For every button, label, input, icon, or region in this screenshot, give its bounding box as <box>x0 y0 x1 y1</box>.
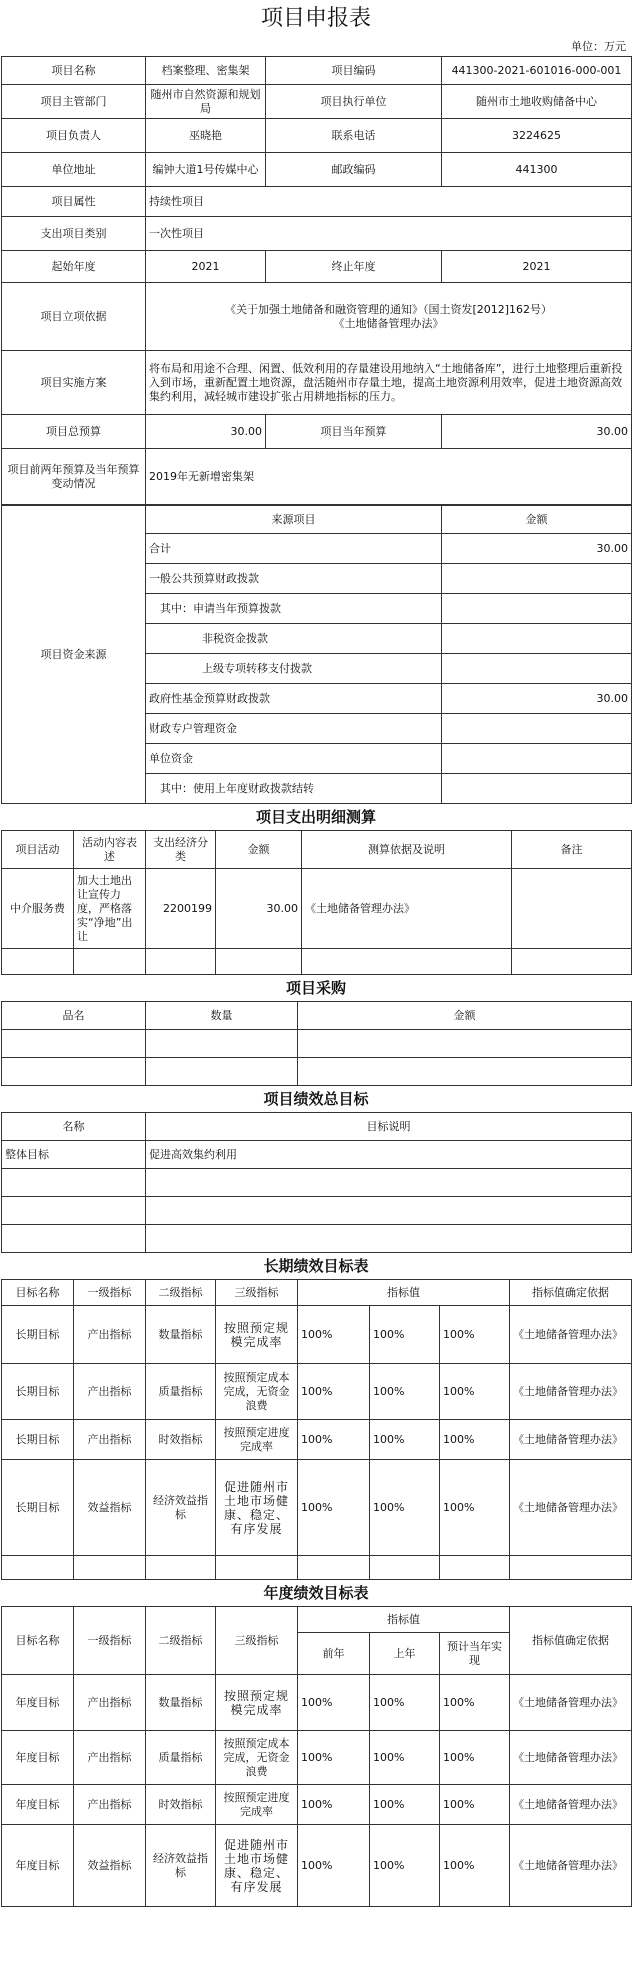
empty-cell <box>146 1556 216 1580</box>
empty-cell <box>298 1058 632 1086</box>
annual-v1: 100% <box>298 1731 370 1785</box>
empty-cell <box>2 1169 146 1197</box>
funding-row-amount <box>442 714 632 744</box>
long-l1: 产出指标 <box>74 1420 146 1460</box>
long-l2: 时效指标 <box>146 1420 216 1460</box>
empty-cell <box>298 1030 632 1058</box>
annual-l3: 按照预定规模完成率 <box>216 1675 298 1731</box>
annual-l3: 按照预定成本完成，无资金浪费 <box>216 1731 298 1785</box>
detail-header: 备注 <box>512 831 632 869</box>
annual-subheader: 上年 <box>370 1633 440 1675</box>
long-l3: 按照预定成本完成，无资金浪费 <box>216 1364 298 1420</box>
empty-cell <box>512 949 632 975</box>
annual-goal: 年度目标 <box>2 1785 74 1825</box>
empty-cell <box>74 1556 146 1580</box>
annual-l2: 质量指标 <box>146 1731 216 1785</box>
empty-cell <box>146 1169 632 1197</box>
detail-header: 项目活动 <box>2 831 74 869</box>
leader-label: 项目负责人 <box>2 119 146 153</box>
funding-row-name: 单位资金 <box>146 744 442 774</box>
funding-row-amount: 30.00 <box>442 534 632 564</box>
annual-v3: 100% <box>440 1785 510 1825</box>
annual-v2: 100% <box>370 1731 440 1785</box>
annual-header: 指标值 <box>298 1607 510 1633</box>
long-l2: 经济效益指标 <box>146 1460 216 1556</box>
funding-row-name: 一般公共预算财政拨款 <box>146 564 442 594</box>
start-label: 起始年度 <box>2 251 146 283</box>
annual-v2: 100% <box>370 1675 440 1731</box>
funding-row-amount <box>442 774 632 804</box>
funding-row-amount: 30.00 <box>442 684 632 714</box>
funding-header-amount: 金额 <box>442 506 632 534</box>
plan-label: 项目实施方案 <box>2 351 146 415</box>
long-header: 指标值确定依据 <box>510 1280 632 1306</box>
annual-l1: 产出指标 <box>74 1785 146 1825</box>
basis-label: 项目立项依据 <box>2 283 146 351</box>
funding-row-name: 非税资金拨款 <box>146 624 442 654</box>
code-value: 441300-2021-601016-000-001 <box>442 57 632 85</box>
procure-title: 项目采购 <box>285 979 346 997</box>
procure-header: 品名 <box>2 1002 146 1030</box>
annual-header: 指标值确定依据 <box>510 1607 632 1675</box>
long-goal: 长期目标 <box>2 1306 74 1364</box>
annual-l3: 促进随州市土地市场健康、稳定、有序发展 <box>216 1825 298 1907</box>
attr-label: 项目属性 <box>2 187 146 217</box>
long-l3: 促进随州市土地市场健康、稳定、有序发展 <box>216 1460 298 1556</box>
overall-table <box>1 1112 632 1253</box>
annual-l3: 按照预定进度完成率 <box>216 1785 298 1825</box>
annual-header: 二级指标 <box>146 1607 216 1675</box>
total-label: 项目总预算 <box>2 415 146 449</box>
overall-row-name: 整体目标 <box>2 1141 146 1169</box>
attr-value: 持续性项目 <box>146 187 632 217</box>
name-value: 档案整理、密集架 <box>146 57 266 85</box>
empty-cell <box>146 1030 298 1058</box>
funding-row-name: 其中：申请当年预算拨款 <box>146 594 442 624</box>
procure-header: 数量 <box>146 1002 298 1030</box>
unit-label: 单位：万元 <box>571 40 626 53</box>
detail-header: 支出经济分类 <box>146 831 216 869</box>
funding-row-name: 其中：使用上年度财政拨款结转 <box>146 774 442 804</box>
long-basis: 《土地储备管理办法》 <box>510 1306 632 1364</box>
detail-header: 活动内容表述 <box>74 831 146 869</box>
year-budget-label: 项目当年预算 <box>266 415 442 449</box>
annual-v2: 100% <box>370 1825 440 1907</box>
detail-class: 2200199 <box>146 869 216 949</box>
long-l3: 按照预定进度完成率 <box>216 1420 298 1460</box>
long-table <box>1 1279 632 1580</box>
long-header: 一级指标 <box>74 1280 146 1306</box>
funding-table <box>1 505 632 804</box>
long-v1: 100% <box>298 1420 370 1460</box>
annual-goal: 年度目标 <box>2 1825 74 1907</box>
leader-value: 巫晓艳 <box>146 119 266 153</box>
phone-label: 联系电话 <box>266 119 442 153</box>
year-budget-value: 30.00 <box>442 415 632 449</box>
annual-table <box>1 1606 632 1907</box>
long-v1: 100% <box>298 1306 370 1364</box>
empty-cell <box>2 1058 146 1086</box>
exec-label: 项目执行单位 <box>266 85 442 119</box>
detail-title: 项目支出明细测算 <box>255 808 376 826</box>
annual-subheader: 前年 <box>298 1633 370 1675</box>
annual-v3: 100% <box>440 1825 510 1907</box>
overall-row-desc: 促进高效集约利用 <box>146 1141 632 1169</box>
long-l1: 产出指标 <box>74 1306 146 1364</box>
annual-v2: 100% <box>370 1785 440 1825</box>
empty-cell <box>146 1058 298 1086</box>
basis-line-2: 《土地储备管理办法》 <box>333 316 444 330</box>
empty-cell <box>146 949 216 975</box>
empty-cell <box>440 1556 510 1580</box>
long-v1: 100% <box>298 1460 370 1556</box>
annual-basis: 《土地储备管理办法》 <box>510 1731 632 1785</box>
annual-subheader: 预计当年实现 <box>440 1633 510 1675</box>
annual-v3: 100% <box>440 1731 510 1785</box>
page-title: 项目申报表 <box>260 6 371 31</box>
long-v3: 100% <box>440 1420 510 1460</box>
funding-row-name: 财政专户管理资金 <box>146 714 442 744</box>
annual-v3: 100% <box>440 1675 510 1731</box>
long-title: 长期绩效目标表 <box>263 1257 369 1275</box>
empty-cell <box>2 949 74 975</box>
long-v1: 100% <box>298 1364 370 1420</box>
annual-l1: 产出指标 <box>74 1731 146 1785</box>
long-header: 二级指标 <box>146 1280 216 1306</box>
funding-header-source: 来源项目 <box>146 506 442 534</box>
empty-cell <box>74 949 146 975</box>
long-basis: 《土地储备管理办法》 <box>510 1420 632 1460</box>
long-goal: 长期目标 <box>2 1364 74 1420</box>
end-label: 终止年度 <box>266 251 442 283</box>
long-basis: 《土地储备管理办法》 <box>510 1460 632 1556</box>
long-v2: 100% <box>370 1364 440 1420</box>
annual-header: 目标名称 <box>2 1607 74 1675</box>
long-l1: 产出指标 <box>74 1364 146 1420</box>
annual-basis: 《土地储备管理办法》 <box>510 1785 632 1825</box>
phone-value: 3224625 <box>442 119 632 153</box>
detail-table <box>1 830 632 975</box>
empty-cell <box>146 1197 632 1225</box>
detail-note <box>512 869 632 949</box>
long-v3: 100% <box>440 1460 510 1556</box>
post-label: 邮政编码 <box>266 153 442 187</box>
procure-table <box>1 1001 632 1086</box>
annual-v1: 100% <box>298 1785 370 1825</box>
annual-l2: 数量指标 <box>146 1675 216 1731</box>
long-header: 指标值 <box>298 1280 510 1306</box>
addr-value: 编钟大道1号传媒中心 <box>146 153 266 187</box>
empty-cell <box>2 1197 146 1225</box>
funding-row-name: 上级专项转移支付拨款 <box>146 654 442 684</box>
detail-amount: 30.00 <box>216 869 302 949</box>
detail-header: 测算依据及说明 <box>302 831 512 869</box>
overall-title: 项目绩效总目标 <box>263 1090 369 1108</box>
long-v3: 100% <box>440 1306 510 1364</box>
funding-label: 项目资金来源 <box>2 506 146 804</box>
name-label: 项目名称 <box>2 57 146 85</box>
dept-value: 随州市自然资源和规划局 <box>146 85 266 119</box>
long-v3: 100% <box>440 1364 510 1420</box>
funding-row-amount <box>442 624 632 654</box>
empty-cell <box>2 1030 146 1058</box>
annual-goal: 年度目标 <box>2 1731 74 1785</box>
procure-header: 金额 <box>298 1002 632 1030</box>
long-basis: 《土地储备管理办法》 <box>510 1364 632 1420</box>
prev-label: 项目前两年预算及当年预算变动情况 <box>2 449 146 505</box>
annual-v1: 100% <box>298 1825 370 1907</box>
overall-header: 目标说明 <box>146 1113 632 1141</box>
post-value: 441300 <box>442 153 632 187</box>
end-value: 2021 <box>442 251 632 283</box>
cat-value: 一次性项目 <box>146 217 632 251</box>
empty-cell <box>146 1225 632 1253</box>
funding-row-name: 政府性基金预算财政拨款 <box>146 684 442 714</box>
annual-l1: 效益指标 <box>74 1825 146 1907</box>
detail-header: 金额 <box>216 831 302 869</box>
long-header: 目标名称 <box>2 1280 74 1306</box>
empty-cell <box>298 1556 370 1580</box>
dept-label: 项目主管部门 <box>2 85 146 119</box>
detail-basis: 《土地储备管理办法》 <box>302 869 512 949</box>
empty-cell <box>302 949 512 975</box>
long-v2: 100% <box>370 1460 440 1556</box>
basis-value <box>146 283 632 351</box>
annual-goal: 年度目标 <box>2 1675 74 1731</box>
empty-cell <box>216 1556 298 1580</box>
long-v2: 100% <box>370 1420 440 1460</box>
funding-row-amount <box>442 564 632 594</box>
annual-l2: 时效指标 <box>146 1785 216 1825</box>
annual-l2: 经济效益指标 <box>146 1825 216 1907</box>
plan-value: 将布局和用途不合理、闲置、低效利用的存量建设用地纳入“土地储备库”，进行土地整理后重新投入到市场，重新配置土地资源，盘活随州市存量土地，提高土地资源利用效率，促进土地资源高效集约利用，减轻城市建设扩张占用耕地指标的压力。 <box>146 351 632 415</box>
annual-l1: 产出指标 <box>74 1675 146 1731</box>
info-table <box>1 56 632 505</box>
annual-header: 一级指标 <box>74 1607 146 1675</box>
funding-row-name: 合计 <box>146 534 442 564</box>
addr-label: 单位地址 <box>2 153 146 187</box>
detail-content: 加大土地出让宣传力度，严格落实“净地”出让 <box>74 869 146 949</box>
funding-row-amount <box>442 744 632 774</box>
empty-cell <box>216 949 302 975</box>
overall-header: 名称 <box>2 1113 146 1141</box>
cat-label: 支出项目类别 <box>2 217 146 251</box>
long-l2: 数量指标 <box>146 1306 216 1364</box>
funding-row-amount <box>442 594 632 624</box>
exec-value: 随州市土地收购储备中心 <box>442 85 632 119</box>
start-value: 2021 <box>146 251 266 283</box>
annual-v1: 100% <box>298 1675 370 1731</box>
prev-value: 2019年无新增密集架 <box>146 449 632 505</box>
long-v2: 100% <box>370 1306 440 1364</box>
long-goal: 长期目标 <box>2 1420 74 1460</box>
empty-cell <box>510 1556 632 1580</box>
annual-header: 三级指标 <box>216 1607 298 1675</box>
total-value: 30.00 <box>146 415 266 449</box>
empty-cell <box>370 1556 440 1580</box>
basis-line-1: 《关于加强土地储备和融资管理的通知》（国土资发[2012]162号） <box>224 302 553 316</box>
long-goal: 长期目标 <box>2 1460 74 1556</box>
long-l2: 质量指标 <box>146 1364 216 1420</box>
long-l3: 按照预定规模完成率 <box>216 1306 298 1364</box>
empty-cell <box>2 1225 146 1253</box>
funding-row-amount <box>442 654 632 684</box>
empty-cell <box>2 1556 74 1580</box>
annual-basis: 《土地储备管理办法》 <box>510 1825 632 1907</box>
annual-title: 年度绩效目标表 <box>263 1584 369 1602</box>
code-label: 项目编码 <box>266 57 442 85</box>
detail-activity: 中介服务费 <box>2 869 74 949</box>
long-l1: 效益指标 <box>74 1460 146 1556</box>
annual-basis: 《土地储备管理办法》 <box>510 1675 632 1731</box>
long-header: 三级指标 <box>216 1280 298 1306</box>
